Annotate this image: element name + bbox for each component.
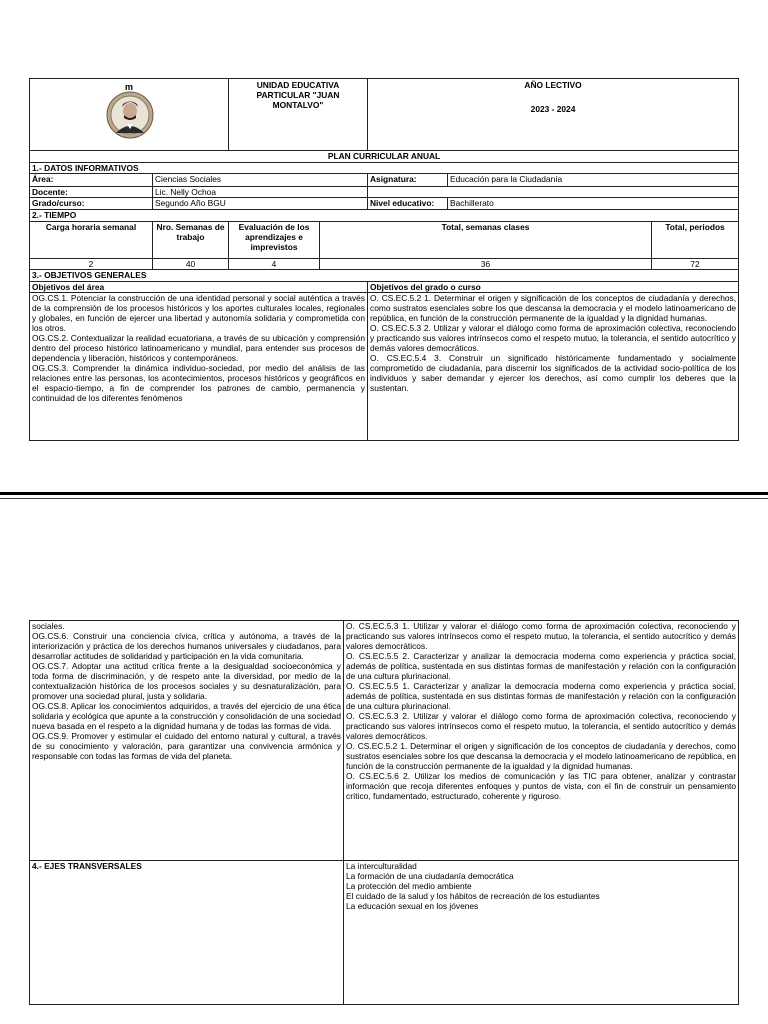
objetivos-area-header: Objetivos del área xyxy=(30,282,368,293)
objetivo-area-item: OG.CS.1. Potenciar la construcción de una identidad personal y social auténtica a través de la comprensión de los procesos históricos y los aportes culturales locales, regionales y globales, en función de ejercer una libertad y autonomía solidaria y comprometida con los otros. xyxy=(32,293,365,333)
tiempo-value-total-semanas: 36 xyxy=(320,259,652,270)
tiempo-header-carga: Carga horaria semanal xyxy=(30,222,153,259)
grado-label: Grado/curso: xyxy=(30,198,153,210)
objetivos-grado-header: Objetivos del grado o curso xyxy=(368,282,739,293)
tiempo-header-semanas: Nro. Semanas de trabajo xyxy=(153,222,229,259)
objetivo-grado-item: O. CS.EC.5.3 2. Utilizar y valorar el diálogo como forma de aproximación colectiva, reconociendo y practicando sus valores intrínsecos como el respeto mutuo, la tolerancia, el sentido autocrítico y demás valores democráticos. xyxy=(346,711,736,741)
page-2 xyxy=(0,502,768,1024)
objetivos-grado-page2 xyxy=(344,621,739,861)
objetivos-area-page1 xyxy=(30,293,368,441)
school-name: UNIDAD EDUCATIVA PARTICULAR "JUAN MONTALVO" xyxy=(229,79,368,151)
tiempo-header-total-periodos: Total, periodos xyxy=(652,222,739,259)
school-crest-icon xyxy=(106,91,154,139)
eje-item: El cuidado de la salud y los hábitos de recreación de los estudiantes xyxy=(346,891,600,901)
eje-item: La interculturalidad xyxy=(346,861,417,871)
objetivo-grado-item: O. CS.EC.5.4 3. Construir un significado históricamente fundamentado y socialmente comprometido de ciudadanía, para discernir los significados de la actividad socio-política de los individuos y saber demandar y ejercer los derechos, así como cumplir los deberes que la sustentan. xyxy=(370,353,737,393)
tiempo-header-total-semanas: Total, semanas clases xyxy=(320,222,652,259)
plan-table-page1 xyxy=(29,78,739,441)
ejes-section-title: 4.- EJES TRANSVERSALES xyxy=(30,861,344,1005)
objetivo-area-item: OG.CS.8. Aplicar los conocimientos adquiridos, a través del ejercicio de una ética solidaria y ecológica que apunte a la construcción y consolidación de una sociedad nueva basada en el respeto a la dignidad humana y de todas las formas de vida. xyxy=(32,701,341,731)
plan-title: PLAN CURRICULAR ANUAL xyxy=(30,151,739,163)
objetivo-area-item: sociales. xyxy=(32,621,65,631)
ejes-list xyxy=(344,861,739,1005)
objetivo-area-item: OG.CS.2. Contextualizar la realidad ecuatoriana, a través de su ubicación y comprensión dentro del proceso histórico latinoamericano y mundial, para entender sus procesos de dependencia y liberación, históricos y contemporáneos. xyxy=(32,333,365,363)
nivel-label: Nivel educativo: xyxy=(368,198,448,210)
tiempo-value-total-periodos: 72 xyxy=(652,259,739,270)
tiempo-header-evaluacion: Evaluación de los aprendizajes e imprevistos xyxy=(229,222,320,259)
objetivo-grado-item: O. CS.EC.5.6 2. Utilizar los medios de comunicación y las TIC para obtener, analizar y contrastar información que recoja diferentes enfoques y puntos de vista, con el fin de construir un pensamiento crítico, fundamentado, estructurado, coherente y riguroso. xyxy=(346,771,736,801)
area-label: Área: xyxy=(30,174,153,187)
docente-value: Lic. Nelly Ochoa xyxy=(153,187,368,198)
objetivo-grado-item: O. CS.EC.5.2 1. Determinar el origen y significación de los conceptos de ciudadanía y derechos, como sustratos esenciales sobre los que descansa la democracia y el modelo latinoamericano de república, en función de la construcción permanente de la igualdad y la dignidad humanas. xyxy=(346,741,736,771)
year-value: 2023 - 2024 xyxy=(530,104,576,114)
page-1 xyxy=(0,0,768,490)
area-value: Ciencias Sociales xyxy=(153,174,368,187)
objetivo-grado-item: O. CS.EC.5.2 1. Determinar el origen y significación de los conceptos de ciudadanía y derechos, como sustratos esenciales sobre los que descansa la democracia y el modelo latinoamericano de república, en función de la construcción permanente de la igualdad y la dignidad humanas. xyxy=(370,293,737,323)
docente-empty xyxy=(368,187,739,198)
objetivos-section-title: 3.- OBJETIVOS GENERALES xyxy=(30,270,739,282)
objetivo-grado-item: O. CS.EC.5.3 2. Utilizar y valorar el diálogo como forma de aproximación colectiva, reconociendo y practicando sus valores intrínsecos como el respeto mutuo, la tolerancia, el sentido autocrítico y demás valores democráticos. xyxy=(370,323,737,353)
logo-mark: m xyxy=(125,82,134,92)
objetivo-grado-item: O. CS.EC.5.5 2. Caracterizar y analizar la democracia moderna como experiencia y práctica social, además de política, sustentada en sus distintas formas de manifestación y relación con la configuración de una cultura plurinacional. xyxy=(346,651,736,681)
logo-cell xyxy=(30,79,229,151)
tiempo-section-title: 2.- TIEMPO xyxy=(30,210,739,222)
tiempo-value-semanas: 40 xyxy=(153,259,229,270)
eje-item: La educación sexual en los jóvenes xyxy=(346,901,479,911)
datos-section-title: 1.- DATOS INFORMATIVOS xyxy=(30,163,739,174)
page-separator xyxy=(0,492,768,495)
objetivo-grado-item: O. CS.EC.5.5 1. Caracterizar y analizar la democracia moderna como experiencia y práctica social, además de política, sustentada en sus distintas formas de manifestación y relación con la configuración de una cultura plurinacional. xyxy=(346,681,736,711)
objetivo-area-item: OG.CS.7. Adoptar una actitud crítica frente a la desigualdad socioeconómica y toda forma de discriminación, y de respeto ante la diversidad, por medio de la contextualización histórica de los procesos sociales y su desnaturalización, para promover una sociedad plural, justa y solidaria. xyxy=(32,661,341,701)
tiempo-value-carga: 2 xyxy=(30,259,153,270)
objetivos-area-page2 xyxy=(30,621,344,861)
objetivo-area-item: OG.CS.6. Construir una conciencia cívica, crítica y autónoma, a través de la interiorización y práctica de los derechos humanos universales y ciudadanos, para desarrollar actitudes de solidaridad y participación en la vida comunitaria. xyxy=(32,631,341,661)
objetivo-area-item: OG.CS.9. Promover y estimular el cuidado del entorno natural y cultural, a través de su conocimiento y valoración, para garantizar una convivencia armónica y responsable con todas las formas de vida del planeta. xyxy=(32,731,341,761)
tiempo-value-evaluacion: 4 xyxy=(229,259,320,270)
plan-table-page2 xyxy=(29,620,739,1005)
asignatura-value: Educación para la Ciudadanía xyxy=(448,174,739,187)
page-separator-thin xyxy=(0,498,768,499)
objetivo-area-item: OG.CS.3. Comprender la dinámica individuo-sociedad, por medio del análisis de las relaciones entre las personas, los acontecimientos, procesos históricos y geográficos en el espacio-tiempo, a fin de comprender los patrones de cambio, permanencia y continuidad de los diferentes fenómenos xyxy=(32,363,365,403)
docente-label: Docente: xyxy=(30,187,153,198)
nivel-value: Bachillerato xyxy=(448,198,739,210)
objetivos-grado-page1 xyxy=(368,293,739,441)
year-label: AÑO LECTIVO xyxy=(524,80,582,90)
grado-value: Segundo Año BGU xyxy=(153,198,368,210)
eje-item: La protección del medio ambiente xyxy=(346,881,472,891)
eje-item: La formación de una ciudadanía democrática xyxy=(346,871,514,881)
year-cell xyxy=(368,79,739,151)
asignatura-label: Asignatura: xyxy=(368,174,448,187)
objetivo-grado-item: O. CS.EC.5.3 1. Utilizar y valorar el diálogo como forma de aproximación colectiva, reconociendo y practicando sus valores intrínsecos como el respeto mutuo, la tolerancia, el sentido autocrítico y demás valores democráticos. xyxy=(346,621,736,651)
